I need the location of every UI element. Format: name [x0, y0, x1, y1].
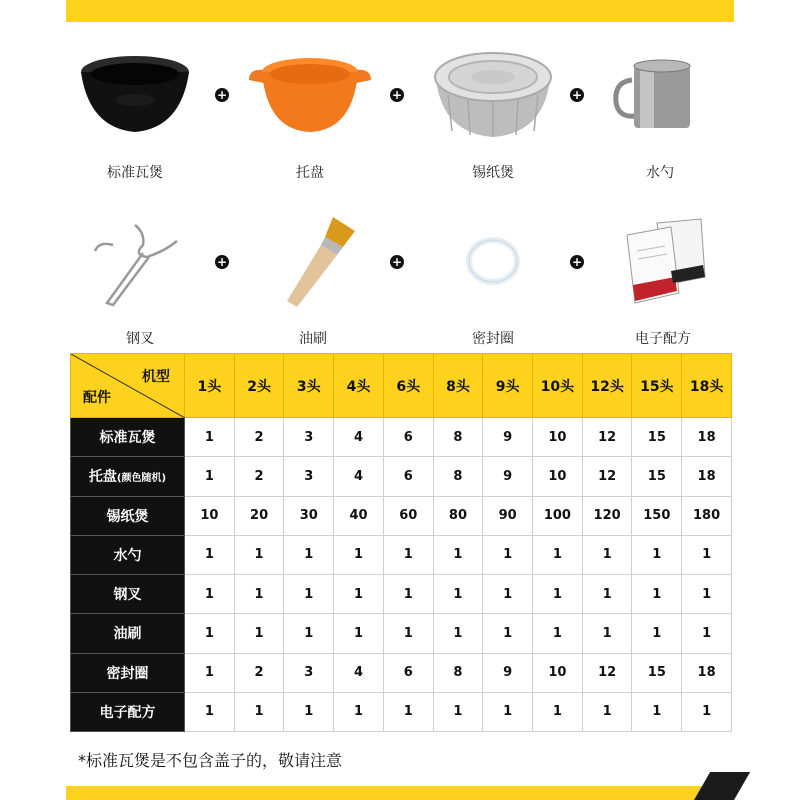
table-cell: 1 [185, 692, 235, 731]
table-cell: 1 [234, 614, 284, 653]
table-cell: 10 [185, 496, 235, 535]
row-header [71, 653, 185, 692]
table-cell: 1 [334, 614, 384, 653]
table-cell: 10 [533, 418, 583, 457]
table-row [71, 496, 732, 535]
table-cell: 1 [483, 575, 533, 614]
table-cell: 8 [433, 457, 483, 496]
accessory-label: 标准瓦煲 [107, 165, 163, 181]
table-cell: 1 [234, 692, 284, 731]
footnote: *标准瓦煲是不包含盖子的，敬请注意 [78, 751, 343, 770]
table-row [71, 692, 732, 731]
table-cell: 1 [433, 692, 483, 731]
column-header: 8头 [433, 354, 483, 418]
accessory-seal-ring [418, 206, 568, 348]
column-header: 6头 [383, 354, 433, 418]
row-header [71, 457, 185, 496]
accessory-recipe [588, 206, 738, 348]
table-cell: 1 [185, 653, 235, 692]
table-cell: 15 [632, 418, 682, 457]
row-note: (颜色随机) [116, 473, 167, 485]
table-cell: 1 [582, 614, 632, 653]
plus-icon: + [391, 88, 403, 102]
table-cell: 1 [234, 575, 284, 614]
table-cell: 3 [284, 418, 334, 457]
top-yellow-band [66, 0, 734, 22]
table-cell: 30 [284, 496, 334, 535]
table-cell: 1 [334, 535, 384, 574]
table-cell: 10 [533, 457, 583, 496]
accessory-label: 电子配方 [635, 331, 691, 347]
table-cell: 1 [632, 535, 682, 574]
table-cell: 1 [582, 692, 632, 731]
accessory-label: 托盘 [296, 165, 324, 181]
column-header: 18头 [682, 354, 732, 418]
table-row [71, 653, 732, 692]
table-cell: 1 [582, 575, 632, 614]
table-row [71, 614, 732, 653]
table-cell: 15 [632, 653, 682, 692]
table-cell: 1 [533, 614, 583, 653]
column-header: 2头 [234, 354, 284, 418]
table-cell: 1 [632, 614, 682, 653]
table-row [71, 418, 732, 457]
column-header: 3头 [284, 354, 334, 418]
accessory-label: 钢叉 [126, 331, 154, 347]
row-label: 电子配方 [99, 704, 156, 721]
wire-fork-icon [85, 211, 195, 311]
table-cell: 1 [433, 614, 483, 653]
row-label: 水勺 [113, 547, 142, 564]
row-label: 油刷 [113, 626, 142, 643]
table-cell: 4 [334, 457, 384, 496]
table-cell: 1 [682, 575, 732, 614]
accessory-label: 水勺 [646, 165, 674, 181]
row-label: 锡纸煲 [106, 508, 149, 525]
table-cell: 9 [483, 457, 533, 496]
orange-tray-icon [245, 50, 375, 140]
row-label: 钢叉 [113, 587, 142, 604]
table-cell: 1 [284, 535, 334, 574]
table-cell: 4 [334, 653, 384, 692]
diagonal-divider [71, 354, 185, 418]
accessory-label: 锡纸煲 [472, 165, 514, 181]
table-cell: 4 [334, 418, 384, 457]
accessory-steel-fork [65, 206, 215, 348]
table-cell: 8 [433, 418, 483, 457]
foil-pan-icon [428, 45, 558, 145]
accessory-tray [235, 40, 385, 182]
accessory-label: 密封圈 [472, 331, 514, 347]
row-header [71, 614, 185, 653]
table-cell: 1 [632, 692, 682, 731]
table-cell: 1 [483, 614, 533, 653]
table-cell: 3 [284, 457, 334, 496]
column-header: 9头 [483, 354, 533, 418]
table-cell: 150 [632, 496, 682, 535]
table-cell: 180 [682, 496, 732, 535]
column-header: 10头 [533, 354, 583, 418]
table-cell: 9 [483, 418, 533, 457]
table-cell: 100 [533, 496, 583, 535]
table-cell: 9 [483, 653, 533, 692]
table-cell: 1 [334, 692, 384, 731]
row-header [71, 575, 185, 614]
row-label: 密封圈 [106, 665, 149, 682]
table-cell: 12 [582, 653, 632, 692]
table-cell: 1 [682, 614, 732, 653]
table-cell: 18 [682, 418, 732, 457]
corner-model-label: 机型 [142, 369, 170, 385]
table-cell: 15 [632, 457, 682, 496]
table-cell: 2 [234, 653, 284, 692]
plus-icon: + [391, 255, 403, 269]
table-cell: 1 [433, 575, 483, 614]
table-row [71, 575, 732, 614]
column-header: 15头 [632, 354, 682, 418]
table-cell: 1 [533, 535, 583, 574]
accessory-foil-pan [418, 40, 568, 182]
seal-ring-icon [453, 221, 533, 301]
table-cell: 6 [383, 653, 433, 692]
table-cell: 1 [383, 692, 433, 731]
oil-brush-icon [263, 211, 363, 311]
plus-icon: + [571, 88, 583, 102]
table-cell: 18 [682, 457, 732, 496]
plus-icon: + [571, 255, 583, 269]
table-cell: 1 [185, 535, 235, 574]
table-cell: 1 [234, 535, 284, 574]
table-cell: 6 [383, 418, 433, 457]
table-cell: 120 [582, 496, 632, 535]
table-cell: 90 [483, 496, 533, 535]
table-cell: 1 [284, 614, 334, 653]
column-header: 12头 [582, 354, 632, 418]
table-cell: 1 [682, 535, 732, 574]
table-cell: 20 [234, 496, 284, 535]
row-label: 标准瓦煲 [99, 430, 156, 447]
table-cell: 1 [483, 692, 533, 731]
table-cell: 3 [284, 653, 334, 692]
spec-table [70, 353, 732, 732]
table-cell: 1 [185, 575, 235, 614]
table-row [71, 457, 732, 496]
table-cell: 1 [433, 535, 483, 574]
table-cell: 6 [383, 457, 433, 496]
plus-icon: + [216, 255, 228, 269]
table-cell: 2 [234, 418, 284, 457]
table-cell: 1 [483, 535, 533, 574]
table-cell: 1 [383, 535, 433, 574]
accessory-standard-bowl [60, 40, 210, 182]
table-cell: 2 [234, 457, 284, 496]
table-cell: 1 [632, 575, 682, 614]
row-label: 托盘 [88, 469, 117, 486]
row-header [71, 535, 185, 574]
table-cell: 1 [284, 692, 334, 731]
table-cell: 10 [533, 653, 583, 692]
table-cell: 1 [383, 575, 433, 614]
corner-accessory-label: 配件 [83, 390, 111, 406]
accessory-ladle [585, 40, 735, 182]
table-corner-cell [71, 354, 185, 418]
recipe-booklet-icon [613, 211, 713, 311]
column-header: 1头 [185, 354, 235, 418]
table-header-row [71, 354, 732, 418]
table-cell: 12 [582, 457, 632, 496]
table-cell: 1 [533, 692, 583, 731]
table-cell: 1 [334, 575, 384, 614]
bottom-yellow-band [66, 786, 734, 800]
plus-icon: + [216, 88, 228, 102]
table-cell: 1 [682, 692, 732, 731]
table-cell: 8 [433, 653, 483, 692]
table-cell: 18 [682, 653, 732, 692]
table-cell: 12 [582, 418, 632, 457]
table-cell: 1 [533, 575, 583, 614]
table-cell: 1 [284, 575, 334, 614]
row-header [71, 496, 185, 535]
accessory-oil-brush [238, 206, 388, 348]
table-cell: 60 [383, 496, 433, 535]
table-cell: 1 [582, 535, 632, 574]
table-row [71, 535, 732, 574]
table-cell: 1 [185, 418, 235, 457]
table-cell: 1 [185, 614, 235, 653]
column-header: 4头 [334, 354, 384, 418]
table-cell: 1 [185, 457, 235, 496]
steel-cup-icon [610, 50, 710, 140]
row-header [71, 418, 185, 457]
table-cell: 1 [383, 614, 433, 653]
accessory-label: 油刷 [299, 331, 327, 347]
table-cell: 80 [433, 496, 483, 535]
row-header [71, 692, 185, 731]
table-cell: 40 [334, 496, 384, 535]
black-bowl-icon [75, 50, 195, 140]
